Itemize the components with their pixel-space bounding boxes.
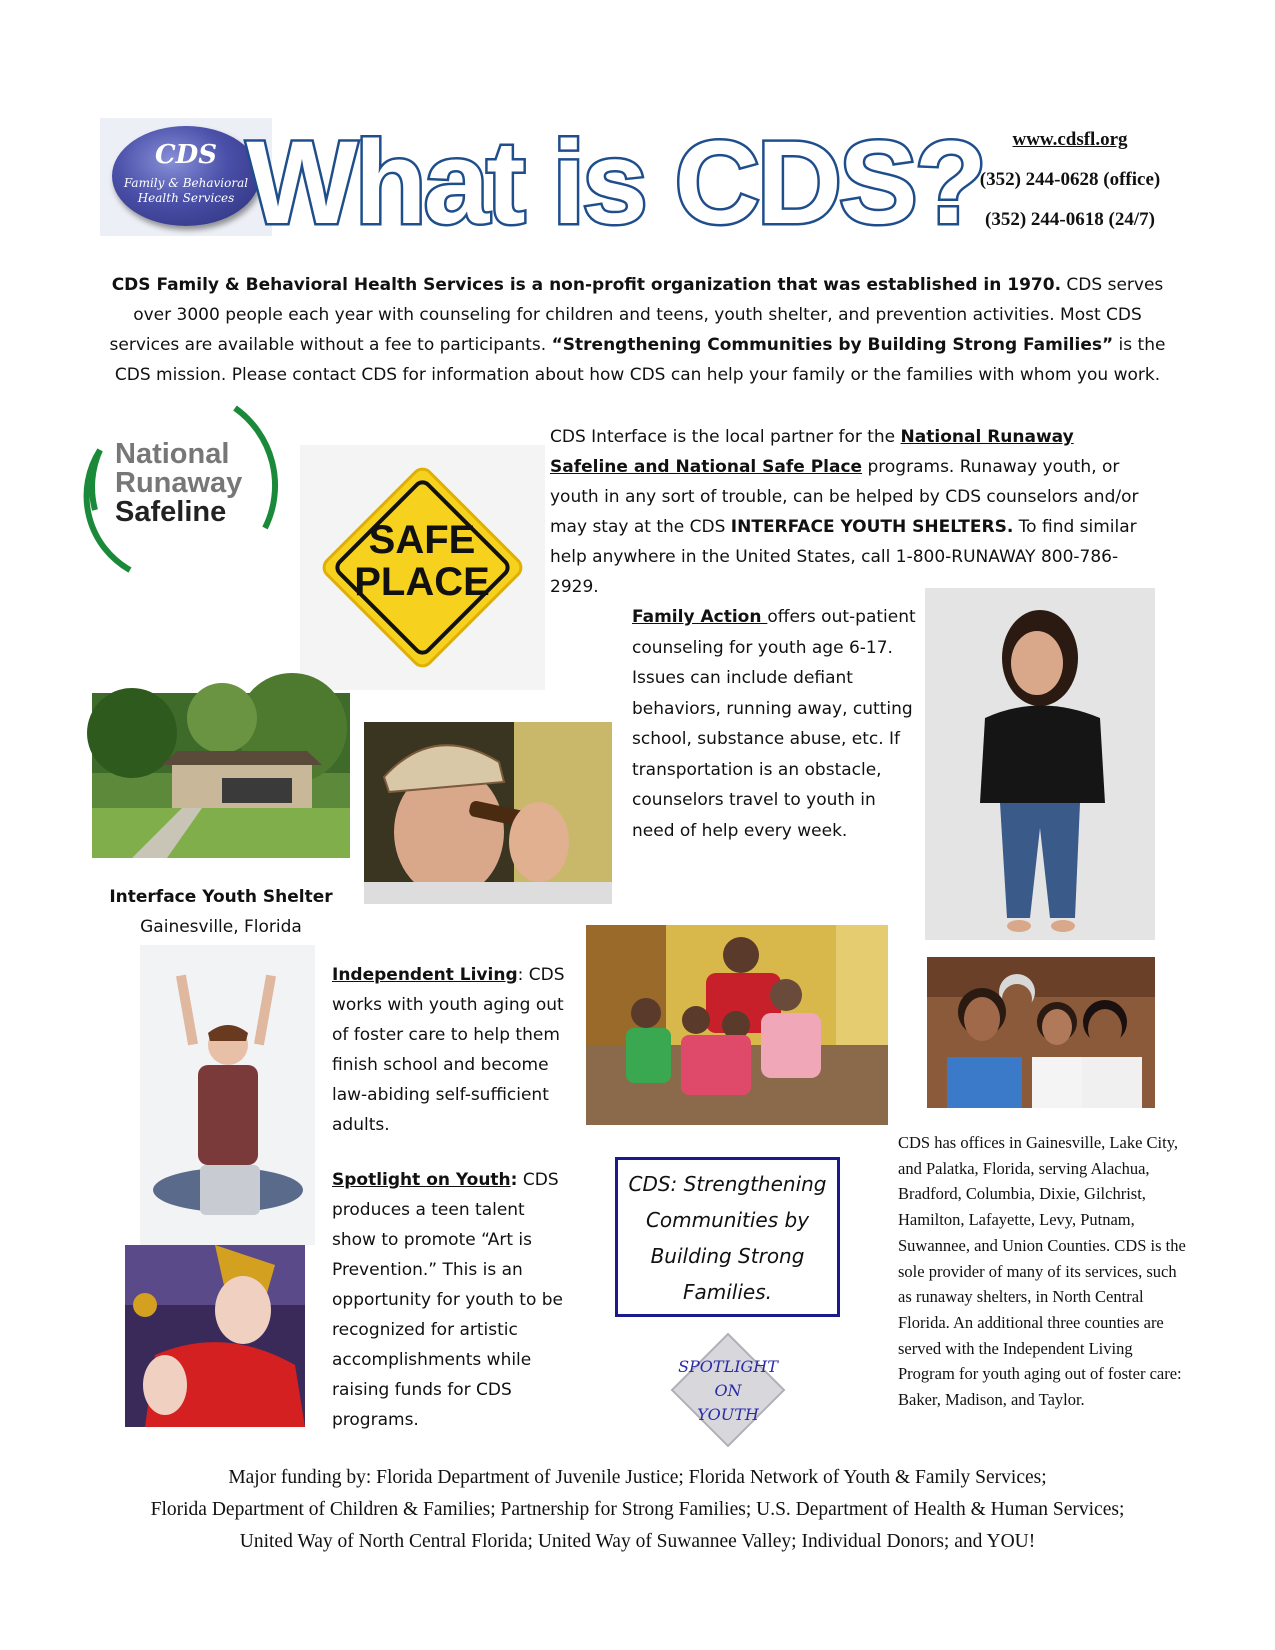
- funding-footer: Major funding by: Florida Department of Juvenile Justice; Florida Network of Youth & Family Services; Florida Department of Children & Families; Partnership for Strong Families; U.S. Department of Health & Human Services; United Way of North Central Florida; United Way of Suwannee Valley; Individual Donors; and YOU!: [150, 1467, 1125, 1552]
- teen-drinking-photo: [364, 722, 612, 904]
- independent-living-paragraph: Independent Living: CDS works with youth aging out of foster care to help them finish school and become law-abiding self-sufficient adults.: [332, 965, 565, 1135]
- logo-text: CDS: [154, 140, 218, 170]
- shelter-house-photo: [92, 693, 350, 858]
- offices-paragraph: CDS has offices in Gainesville, Lake City, and Palatka, Florida, serving Alachua, Bradford, Columbia, Dixie, Gilchrist, Hamilton, Lafayette, Levy, Putnam, Suwannee, and Union Counties. CDS is the sole provider of many of its services, such as runaway shelters, in North Central Florida. An additional three counties are served with the Independent Living Program for youth aging out of foster care: Baker, Madison, and Taylor.: [898, 1133, 1186, 1410]
- contact-info: [965, 120, 1175, 240]
- mission-callout-box: CDS: Strengthening Communities by Building Strong Families.: [615, 1157, 840, 1317]
- svg-text:PLACE: PLACE: [354, 560, 490, 604]
- family-portrait-photo: [927, 957, 1155, 1108]
- spotlight-on-youth-logo: [668, 1330, 788, 1450]
- cheering-youth-laptop-photo: [140, 945, 315, 1245]
- svg-text:ON: ON: [714, 1381, 742, 1400]
- interface-paragraph: CDS Interface is the local partner for the National Runaway Safeline and National Safe Place programs. Runaway youth, or youth in any sort of trouble, can be helped by CDS counselors and/or may stay at the CDS INTERFACE YOUTH SHELTERS. To find similar help anywhere in the United States, call 1-800-RUNAWAY 800-786-2929.: [550, 427, 1139, 597]
- dancer-photo: [125, 1245, 305, 1427]
- page-title: [246, 115, 984, 249]
- svg-text:SAFE: SAFE: [368, 518, 476, 562]
- girl-standing-photo: [925, 588, 1155, 940]
- intro-paragraph: CDS Family & Behavioral Health Services is a non-profit organization that was established in 1970. CDS serves over 3000 people each year with counseling for children and teens, youth shelter, and prevention activities. Most CDS services are available without a fee to participants. “Strengthening Communities by Building Strong Families” is the CDS mission. Please contact CDS for information about how CDS can help your family or the families with whom you work.: [109, 275, 1166, 385]
- logo-subtext: Family & Behavioral Health Services: [123, 176, 249, 205]
- family-couch-photo: [586, 925, 888, 1125]
- safe-place-sign: [300, 445, 545, 690]
- shelter-caption: Interface Youth Shelter Gainesville, Florida: [109, 887, 333, 937]
- office-phone: (352) 244-0628 (office): [979, 169, 1161, 190]
- spotlight-paragraph: Spotlight on Youth: CDS produces a teen talent show to promote “Art is Prevention.” This is an opportunity for youth to be recognized for artistic accomplishments while raising funds for CDS programs.: [332, 1170, 564, 1430]
- hotline-phone: (352) 244-0618 (24/7): [985, 209, 1155, 230]
- svg-text:SPOTLIGHT: SPOTLIGHT: [678, 1357, 778, 1376]
- family-action-paragraph: Family Action offers out-patient counseling for youth age 6-17. Issues can include defiant behaviors, running away, cutting school, substance abuse, etc. If transportation is an obstacle, counselors travel to youth in need of help every week.: [632, 607, 916, 841]
- svg-text:YOUTH: YOUTH: [697, 1405, 759, 1424]
- svg-text:What is CDS?: What is CDS?: [246, 117, 984, 249]
- runaway-safeline-logo: National Runaway Safeline: [75, 400, 290, 575]
- website-link[interactable]: www.cdsfl.org: [1012, 129, 1128, 150]
